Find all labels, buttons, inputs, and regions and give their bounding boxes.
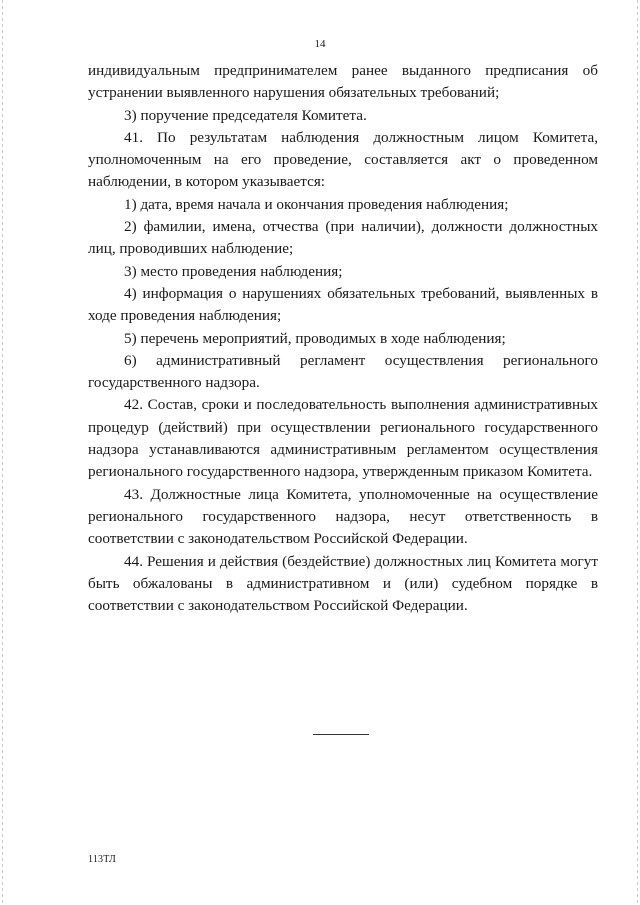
paragraph-41-item-1: 1) дата, время начала и окончания проведения наблюдения; (124, 195, 509, 213)
end-separator-line (313, 734, 369, 735)
document-body (88, 60, 598, 617)
paragraph-41: 41. По результатам наблюдения должностным лицом Комитета, уполномоченным на его проведение, составляется акт о проведенном наблюдении, в котором указывается: (88, 128, 598, 191)
scan-edge-right (637, 0, 638, 905)
paragraph-41-item-5: 5) перечень мероприятий, проводимых в ходе наблюдения; (124, 329, 506, 347)
paragraph-41-item-3: 3) место проведения наблюдения; (124, 262, 343, 280)
page-number: 14 (314, 38, 326, 50)
paragraph-continuation: индивидуальным предпринимателем ранее выданного предписания об устранении выявленного нарушения обязательных требований; (88, 62, 598, 102)
paragraph-44: 44. Решения и действия (бездействие) должностных лиц Комитета могут быть обжалованы в административном и (или) судебном порядке в соответствии с законодательством Российской Федерации. (88, 552, 598, 615)
paragraph-41-item-2: 2) фамилии, имена, отчества (при наличии), должности должностных лиц, проводивших наблюдение; (88, 218, 598, 258)
paragraph-item-3-chairman-order: 3) поручение председателя Комитета. (124, 106, 367, 124)
paragraph-41-item-6: 6) административный регламент осуществления регионального государственного надзора. (88, 351, 598, 392)
scan-edge-left (2, 0, 3, 905)
paragraph-42: 42. Состав, сроки и последовательность выполнения административных процедур (действий) при осуществлении регионального государственного надзора устанавливаются административным регламентом осуществления регионального государственного надзора, утвержденным приказом Комитета. (88, 396, 598, 481)
paragraph-41-item-4: 4) информация о нарушениях обязательных требований, выявленных в ходе проведения наблюдения; (88, 284, 598, 325)
footer-document-code: 113ТЛ (88, 854, 117, 865)
paragraph-43: 43. Должностные лица Комитета, уполномоченные на осуществление регионального государственного надзора, несут ответственность в соответствии с законодательством Российской Федерации. (88, 485, 598, 548)
